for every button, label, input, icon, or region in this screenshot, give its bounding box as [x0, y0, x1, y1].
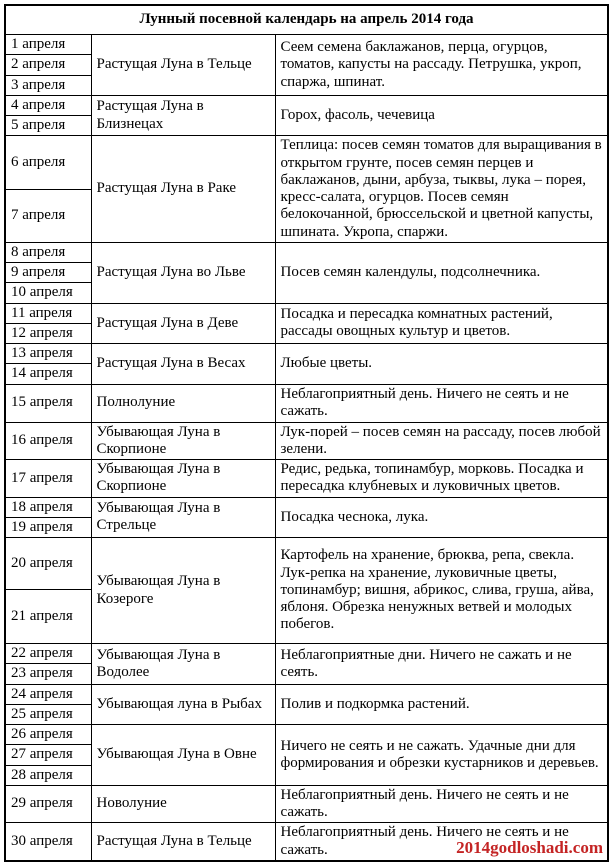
page-title: Лунный посевной календарь на апрель 2014 года [5, 5, 608, 35]
description-cell: Картофель на хранение, брюква, репа, свекла. Лук-репка на хранение, луковичные цветы, топинамбур; вишня, абрикос, слива, груша, айва, яблоня. Обрезка ненужных ветвей и молодых побегов. [275, 538, 608, 644]
moon-phase-cell: Растущая Луна в Тельце [91, 823, 275, 861]
description-cell: Неблагоприятные дни. Ничего не сажать и не сеять. [275, 644, 608, 685]
date-cell: 2 апреля [5, 55, 91, 75]
date-cell: 6 апреля [5, 136, 91, 189]
moon-phase-cell: Убывающая Луна в Овне [91, 725, 275, 786]
description-cell: Посев семян календулы, подсолнечника. [275, 242, 608, 303]
description-cell: Неблагоприятный день. Ничего не сеять и не сажать. [275, 785, 608, 823]
description-cell: Посадка и пересадка комнатных растений, рассады овощных культур и цветов. [275, 303, 608, 344]
description-cell: Неблагоприятный день. Ничего не сеять и не сажать. [275, 384, 608, 422]
description-cell: Ничего не сеять и не сажать. Удачные дни для формирования и обрезки кустарников и деревьев. [275, 725, 608, 786]
moon-phase-cell: Убывающая Луна в Водолее [91, 644, 275, 685]
date-cell: 25 апреля [5, 704, 91, 724]
moon-phase-cell: Растущая Луна в Раке [91, 136, 275, 243]
date-cell: 7 апреля [5, 189, 91, 242]
moon-phase-cell-new-moon: Новолуние [91, 785, 275, 823]
description-cell: Посадка чеснока, лука. [275, 497, 608, 538]
moon-phase-cell: Растущая Луна в Тельце [91, 35, 275, 96]
date-cell: 24 апреля [5, 684, 91, 704]
date-cell: 29 апреля [5, 785, 91, 823]
date-cell: 5 апреля [5, 116, 91, 136]
moon-phase-cell: Убывающая Луна в Скорпионе [91, 422, 275, 460]
date-cell: 22 апреля [5, 644, 91, 664]
moon-phase-cell: Растущая Луна во Льве [91, 242, 275, 303]
date-cell: 13 апреля [5, 344, 91, 364]
moon-phase-cell: Убывающая луна в Рыбах [91, 684, 275, 725]
description-cell: Теплица: посев семян томатов для выращивания в открытом грунте, посев семян перцев и баклажанов, дыни, арбуза, тыквы, лука – порея, кресс-салата, огурцов. Посев семян белокочанной, брюссельской и цветной капусты, шпината. Укропа, спаржи. [275, 136, 608, 243]
description-cell: Редис, редька, топинамбур, морковь. Посадка и пересадка клубневых и луковичных цветов. [275, 460, 608, 498]
description-cell: Горох, фасоль, чечевица [275, 95, 608, 136]
date-cell: 17 апреля [5, 460, 91, 498]
date-cell: 23 апреля [5, 664, 91, 684]
date-cell: 19 апреля [5, 517, 91, 537]
moon-phase-cell: Убывающая Луна в Стрельце [91, 497, 275, 538]
date-cell: 28 апреля [5, 765, 91, 785]
moon-phase-cell: Убывающая Луна в Козероге [91, 538, 275, 644]
date-cell: 12 апреля [5, 323, 91, 343]
moon-phase-cell-full-moon: Полнолуние [91, 384, 275, 422]
lunar-calendar-table [4, 4, 609, 862]
date-cell: 15 апреля [5, 384, 91, 422]
date-cell: 1 апреля [5, 35, 91, 55]
moon-phase-cell: Растущая Луна в Деве [91, 303, 275, 344]
date-cell: 16 апреля [5, 422, 91, 460]
date-cell: 3 апреля [5, 75, 91, 95]
description-cell: Сеем семена баклажанов, перца, огурцов, томатов, капусты на рассаду. Петрушка, укроп, спаржа, шпинат. [275, 35, 608, 96]
watermark-url: 2014godloshadi.com [456, 838, 603, 858]
date-cell: 21 апреля [5, 590, 91, 644]
description-cell: Любые цветы. [275, 344, 608, 385]
description-cell: Полив и подкормка растений. [275, 684, 608, 725]
date-cell: 4 апреля [5, 95, 91, 115]
date-cell: 27 апреля [5, 745, 91, 765]
date-cell: 11 апреля [5, 303, 91, 323]
moon-phase-cell: Убывающая Луна в Скорпионе [91, 460, 275, 498]
date-cell: 30 апреля [5, 823, 91, 861]
moon-phase-cell: Растущая Луна в Близнецах [91, 95, 275, 136]
date-cell: 26 апреля [5, 725, 91, 745]
date-cell: 18 апреля [5, 497, 91, 517]
date-cell: 10 апреля [5, 283, 91, 303]
moon-phase-cell: Растущая Луна в Весах [91, 344, 275, 385]
description-cell: Лук-порей – посев семян на рассаду, посев любой зелени. [275, 422, 608, 460]
date-cell: 14 апреля [5, 364, 91, 384]
description-cell [275, 823, 608, 861]
description-text: Неблагоприятный день. Ничего не сеять и не сажать. [280, 824, 569, 858]
date-cell: 9 апреля [5, 263, 91, 283]
date-cell: 8 апреля [5, 242, 91, 262]
date-cell: 20 апреля [5, 538, 91, 590]
